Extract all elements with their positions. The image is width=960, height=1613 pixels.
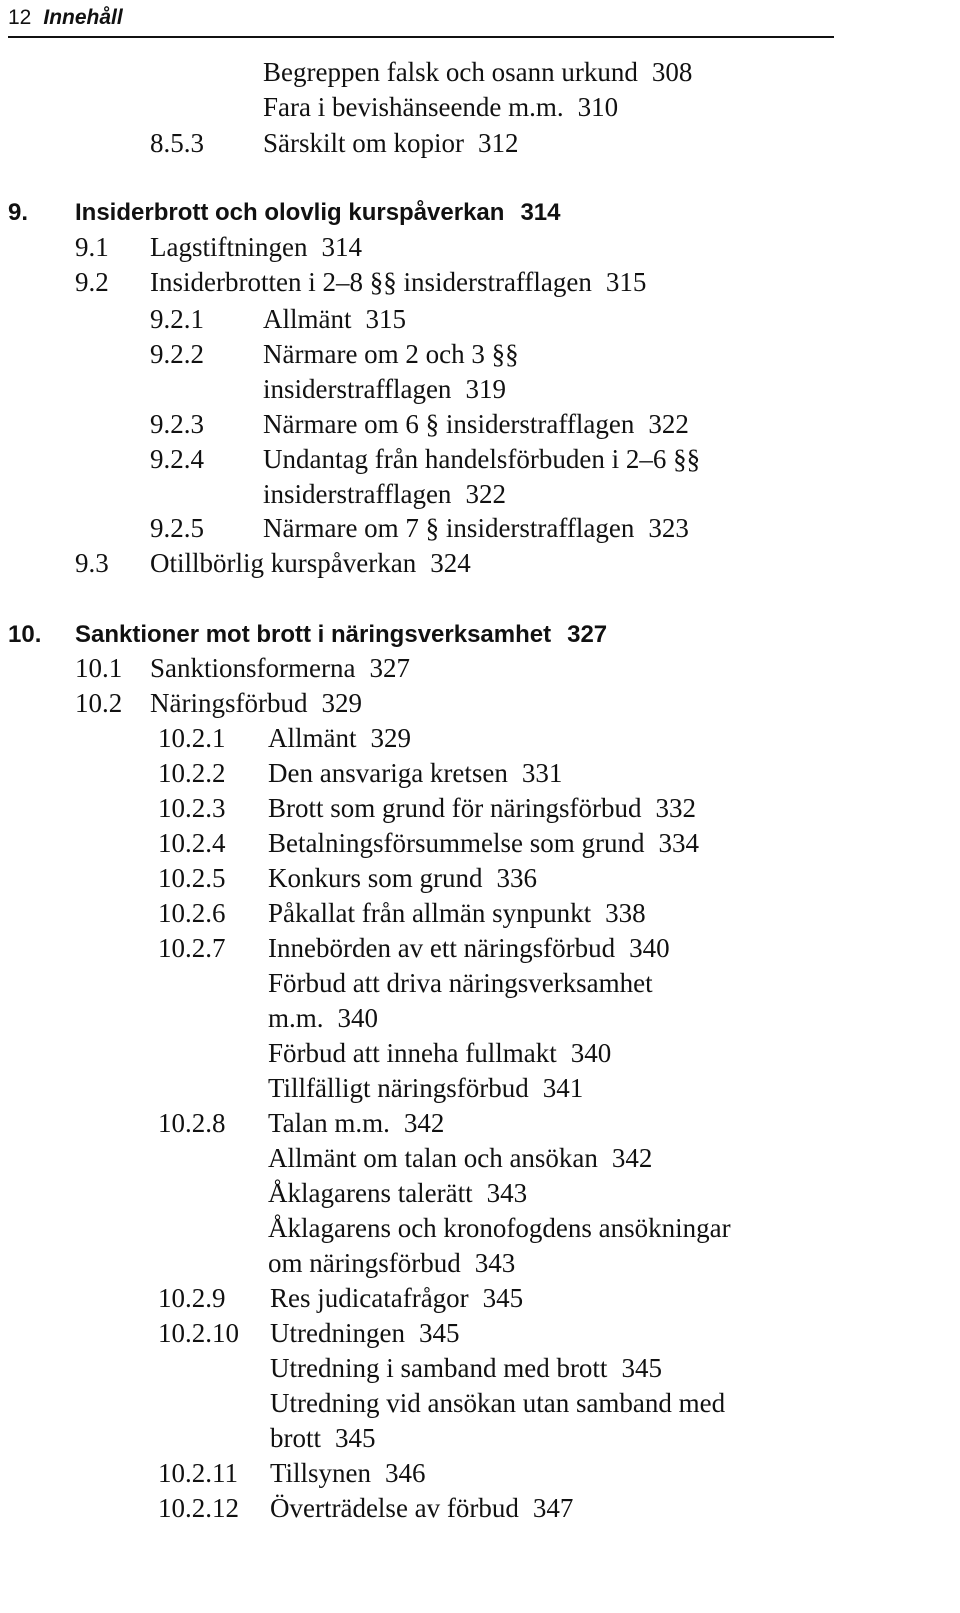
- toc-entry-title: Begreppen falsk och osann urkund: [263, 57, 638, 87]
- toc-entry-page: 343: [486, 1178, 528, 1208]
- toc-entry-page: 312: [478, 128, 519, 158]
- toc-entry-number: 9.1: [75, 232, 109, 262]
- toc-entry-title: Tillfälligt näringsförbud: [268, 1073, 529, 1103]
- toc-entry-page: 347: [532, 1493, 574, 1523]
- toc-entry-number: 10.2.7: [158, 933, 226, 963]
- toc-entry-title: Allmänt: [263, 304, 352, 334]
- toc-entry-number: 9.2.3: [150, 409, 204, 439]
- toc-entry-title: Påkallat från allmän synpunkt: [268, 898, 592, 928]
- page-number: 12: [8, 6, 32, 29]
- toc-entry-page: 340: [570, 1038, 612, 1068]
- toc-entry-number: 9.2.1: [150, 304, 204, 334]
- toc-entry-page: 329: [321, 688, 362, 718]
- toc-entry-title: Insiderbrotten i 2–8 §§ insiderstrafflagen: [150, 267, 592, 297]
- toc-entry-page: 327: [369, 653, 410, 683]
- toc-entry-title: Res judicatafrågor: [270, 1283, 469, 1313]
- toc-entry-title: Insiderbrott och olovlig kurspåverkan: [75, 199, 505, 226]
- toc-entry-title: Allmänt om talan och ansökan: [268, 1143, 598, 1173]
- toc-entry-number: 9.: [8, 199, 29, 226]
- toc-entry-page: 329: [370, 723, 411, 753]
- toc-entry-title: Allmänt: [268, 723, 357, 753]
- toc-entry-page: 332: [655, 793, 696, 823]
- toc-entry-page: 308: [651, 57, 693, 87]
- toc-entry-page: 314: [520, 199, 561, 226]
- toc-entry-number: 10.: [8, 621, 42, 648]
- toc-entry-title: insiderstrafflagen: [263, 479, 452, 509]
- toc-entry-page: 345: [335, 1423, 376, 1453]
- toc-entry-page: 342: [611, 1143, 653, 1173]
- toc-entry-title: Utredning i samband med brott: [270, 1353, 608, 1383]
- toc-entry-title: Talan m.m.: [268, 1108, 390, 1138]
- toc-entry-page: 336: [496, 863, 537, 893]
- toc-entry-number: 10.2.11: [158, 1458, 238, 1488]
- toc-entry-page: 315: [605, 267, 647, 297]
- toc-entry-page: 314: [321, 232, 362, 262]
- toc-entry-title: Åklagarens och kronofogdens ansökningar: [268, 1213, 731, 1243]
- toc-entry-number: 10.2.1: [158, 723, 226, 753]
- toc-entry-title: Särskilt om kopior: [263, 128, 464, 158]
- toc-entry-page: 345: [621, 1353, 662, 1383]
- toc-entry-number: 8.5.3: [150, 128, 204, 158]
- toc-entry-title: Fara i bevishänseende m.m.: [263, 92, 564, 122]
- toc-entry-page: 324: [430, 548, 471, 578]
- toc-entry-page: 340: [629, 933, 670, 963]
- toc-entry-page: 322: [465, 479, 506, 509]
- toc-entry-page: 322: [648, 409, 689, 439]
- toc-entry-title: Brott som grund för näringsförbud: [268, 793, 642, 823]
- toc-entry-page: 341: [542, 1073, 584, 1103]
- toc-entry-title: Utredningen: [270, 1318, 405, 1348]
- toc-entry-title: Den ansvariga kretsen: [268, 758, 508, 788]
- toc-entry-number: 10.2.10: [158, 1318, 239, 1348]
- toc-entry-title: Förbud att driva näringsverksamhet: [268, 968, 653, 998]
- toc-entry-title: Åklagarens talerätt: [268, 1178, 473, 1208]
- toc-entry-number: 10.2.6: [158, 898, 226, 928]
- toc-entry-title: Överträdelse av förbud: [270, 1493, 519, 1523]
- toc-entry-number: 10.2.3: [158, 793, 226, 823]
- toc-entry-title: Betalningsförsummelse som grund: [268, 828, 645, 858]
- toc-entry-title: Näringsförbud: [150, 688, 308, 718]
- toc-entry-number: 10.2.2: [158, 758, 226, 788]
- toc-entry-title: om näringsförbud: [268, 1248, 461, 1278]
- toc-entry-title: Undantag från handelsförbuden i 2–6 §§: [263, 444, 701, 474]
- toc-entry-title: Otillbörlig kurspåverkan: [150, 548, 417, 578]
- toc-entry-number: 9.2.2: [150, 339, 204, 369]
- toc-entry-page: 334: [658, 828, 699, 858]
- toc-entry-title: m.m.: [268, 1003, 324, 1033]
- toc-entry-title: Närmare om 2 och 3 §§: [263, 339, 519, 369]
- toc-entry-number: 10.2.5: [158, 863, 226, 893]
- toc-entry-number: 10.1: [75, 653, 123, 683]
- toc-entry-title: Lagstiftningen: [150, 232, 308, 262]
- toc-entry-page: 327: [567, 621, 608, 648]
- toc-entry-number: 9.2: [75, 267, 109, 297]
- toc-entry-page: 338: [605, 898, 646, 928]
- toc-entry-title: Konkurs som grund: [268, 863, 483, 893]
- toc-entry-page: 342: [403, 1108, 445, 1138]
- toc-entry-title: brott: [270, 1423, 321, 1453]
- toc-entry-number: 10.2.9: [158, 1283, 226, 1313]
- toc-entry-title: Sanktioner mot brott i näringsverksamhet: [75, 621, 552, 648]
- running-title: Innehåll: [43, 6, 123, 29]
- toc-entry-page: 345: [482, 1283, 524, 1313]
- toc-entry-page: 319: [465, 374, 506, 404]
- toc-entry-number: 10.2: [75, 688, 123, 718]
- toc-entry-page: 310: [577, 92, 619, 122]
- toc-entry-number: 10.2.4: [158, 828, 226, 858]
- toc-entry-title: Tillsynen: [270, 1458, 372, 1488]
- toc-entry-page: 345: [418, 1318, 460, 1348]
- toc-entry-title: Innebörden av ett näringsförbud: [268, 933, 616, 963]
- toc-entry-page: 331: [521, 758, 563, 788]
- toc-entry-title: Utredning vid ansökan utan samband med: [270, 1388, 726, 1418]
- toc-entry-page: 340: [337, 1003, 379, 1033]
- toc-entry-page: 323: [648, 513, 689, 543]
- toc-entry-title: Närmare om 6 § insiderstrafflagen: [263, 409, 635, 439]
- toc-entry-title: insiderstrafflagen: [263, 374, 452, 404]
- toc-entry-title: Förbud att inneha fullmakt: [268, 1038, 557, 1068]
- toc-entry-page: 343: [474, 1248, 516, 1278]
- toc-entry-number: 9.2.5: [150, 513, 204, 543]
- toc-entry-number: 10.2.8: [158, 1108, 226, 1138]
- toc-entry-number: 9.2.4: [150, 444, 204, 474]
- toc-entry-title: Sanktionsformerna: [150, 653, 356, 683]
- toc-entry-number: 10.2.12: [158, 1493, 239, 1523]
- toc-entry-page: 315: [365, 304, 406, 334]
- toc-entry-title: Närmare om 7 § insiderstrafflagen: [263, 513, 635, 543]
- toc-entry-number: 9.3: [75, 548, 109, 578]
- toc-entry-page: 346: [385, 1458, 426, 1488]
